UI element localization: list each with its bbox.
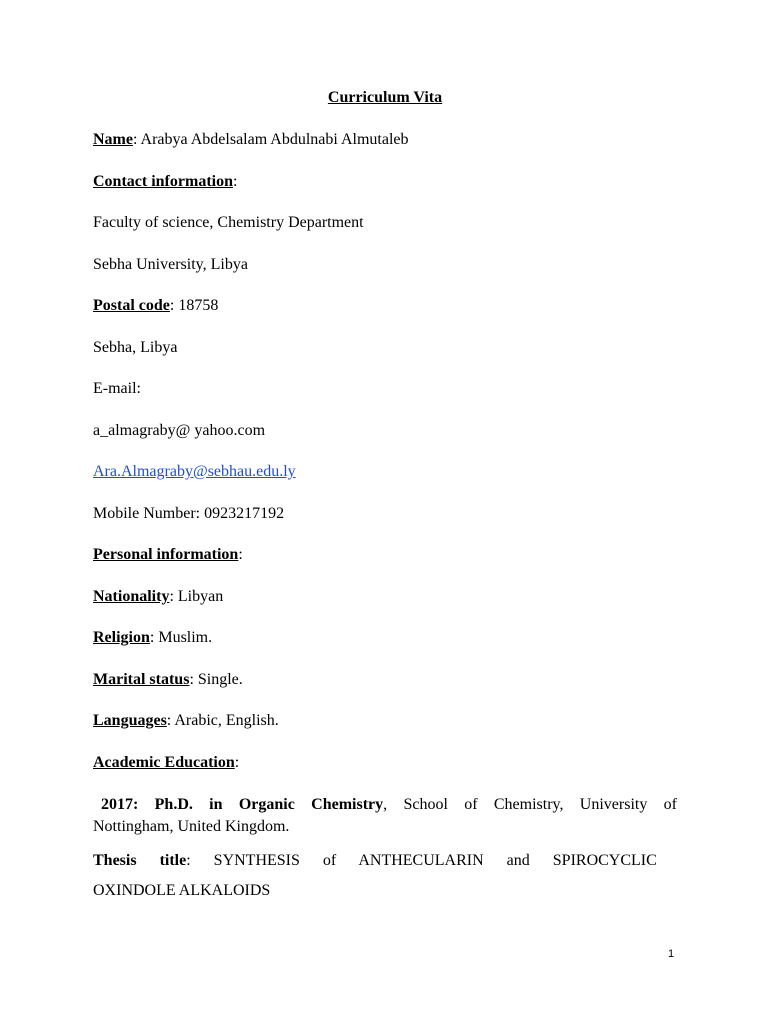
- university-line: Sebha University, Libya: [93, 256, 248, 273]
- name-value: : Arabya Abdelsalam Abdulnabi Almutaleb: [132, 131, 409, 148]
- education-suffix: :: [234, 754, 240, 771]
- thesis-label: Thesis title: [93, 852, 187, 869]
- education-entry-institution: , School of Chemistry, University of: [383, 796, 677, 813]
- email-label: E-mail:: [93, 380, 141, 397]
- faculty-line: Faculty of science, Chemistry Department: [93, 214, 364, 231]
- name-line: [93, 130, 409, 150]
- nationality-value: : Libyan: [169, 588, 224, 605]
- email-primary: a_almagraby@ yahoo.com: [93, 422, 266, 439]
- languages-label: Languages: [93, 712, 167, 729]
- mobile-line: Mobile Number: 0923217192: [93, 505, 285, 522]
- personal-label: Personal information: [93, 546, 239, 563]
- postal-label: Postal code: [93, 297, 170, 314]
- nationality-label: Nationality: [93, 588, 170, 605]
- languages-value: : Arabic, English.: [166, 712, 279, 729]
- personal-suffix: :: [238, 546, 243, 563]
- thesis-value: : SYNTHESIS of ANTHECULARIN and SPIROCYCLIC: [186, 852, 657, 869]
- name-label: Name: [93, 131, 133, 148]
- religion-line: [93, 628, 212, 648]
- education-heading: [93, 753, 239, 773]
- education-entry-line2: Nottingham, United Kingdom.: [93, 818, 290, 835]
- postal-value: : 18758: [169, 297, 219, 314]
- education-label: Academic Education: [93, 754, 235, 771]
- email-secondary-line: [93, 462, 296, 482]
- city-line: Sebha, Libya: [93, 339, 178, 356]
- contact-label: Contact information: [93, 173, 233, 190]
- contact-heading: [93, 172, 237, 192]
- email-secondary-link[interactable]: Ara.Almagraby@sebhau.edu.ly: [93, 463, 296, 480]
- contact-suffix: :: [232, 173, 238, 190]
- postal-line: [93, 296, 218, 316]
- marital-line: [93, 670, 243, 690]
- religion-label: Religion: [93, 629, 150, 646]
- marital-label: Marital status: [93, 671, 190, 688]
- personal-heading: [93, 545, 243, 565]
- education-entry-line1: [93, 794, 677, 816]
- page-number: 1: [668, 948, 675, 960]
- education-entry-degree: 2017: Ph.D. in Organic Chemistry: [101, 796, 384, 813]
- religion-value: : Muslim.: [149, 629, 213, 646]
- nationality-line: [93, 587, 223, 607]
- document-title: Curriculum Vita: [327, 89, 443, 106]
- thesis-line2: OXINDOLE ALKALOIDS: [93, 882, 271, 899]
- thesis-line: [93, 851, 677, 871]
- languages-line: [93, 711, 279, 731]
- marital-value: : Single.: [189, 671, 243, 688]
